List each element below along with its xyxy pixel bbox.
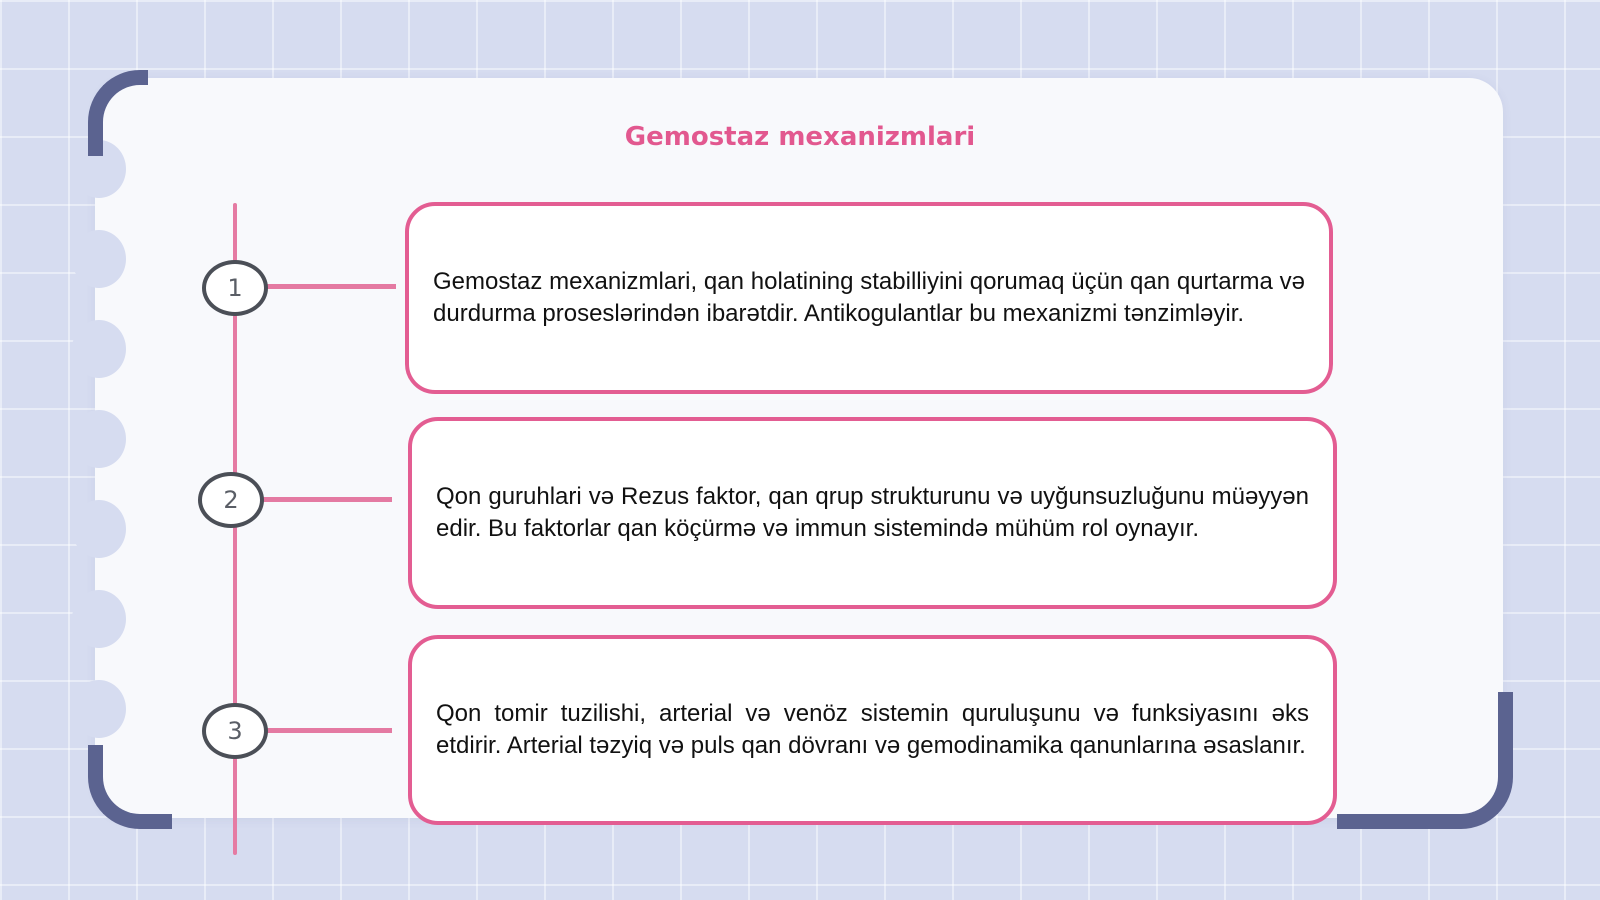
step-2-number-circle <box>198 472 264 528</box>
step-2-connector <box>262 497 392 502</box>
step-2-number: 2 <box>223 486 239 514</box>
corner-bracket-bottom-left <box>88 745 172 829</box>
step-3-text-box <box>408 635 1337 825</box>
step-3-text: Qon tomir tuzilishi, arterial və venöz sistemin quruluşunu və funksiyasını əks etdirir. Arterial təzyiq və puls qan dövranı və gemodinamika qanunlarına əsaslanır. <box>436 700 1309 759</box>
step-1-number-circle <box>202 260 268 316</box>
step-3-connector <box>266 728 392 733</box>
notebook-notch <box>72 320 126 378</box>
step-1-number: 1 <box>227 274 243 302</box>
notebook-notch <box>72 680 126 738</box>
notebook-notch <box>72 500 126 558</box>
step-1-text-box <box>405 202 1333 394</box>
step-1-connector <box>266 284 396 289</box>
step-1-text: Gemostaz mexanizmlari, qan holatining stabilliyini qorumaq üçün qan qurtarma və durdurma proseslərindən ibarətdir. Antikogulantlar bu mexanizmi tənzimləyir. <box>433 268 1305 327</box>
step-3-number-circle <box>202 703 268 759</box>
notebook-notch <box>72 410 126 468</box>
notebook-notch <box>72 230 126 288</box>
step-2-text-box <box>408 417 1337 609</box>
notebook-notch <box>72 590 126 648</box>
step-3-number: 3 <box>227 717 243 745</box>
corner-bracket-top-left <box>88 70 148 156</box>
step-2-text: Qon guruhlari və Rezus faktor, qan qrup strukturunu və uyğunsuzluğunu müəyyən edir. Bu faktorlar qan köçürmə və immun sistemində mühüm rol oynayır. <box>436 483 1309 542</box>
corner-bracket-bottom-right <box>1337 692 1513 829</box>
slide-title: Gemostaz mexanizmlari <box>624 122 976 152</box>
